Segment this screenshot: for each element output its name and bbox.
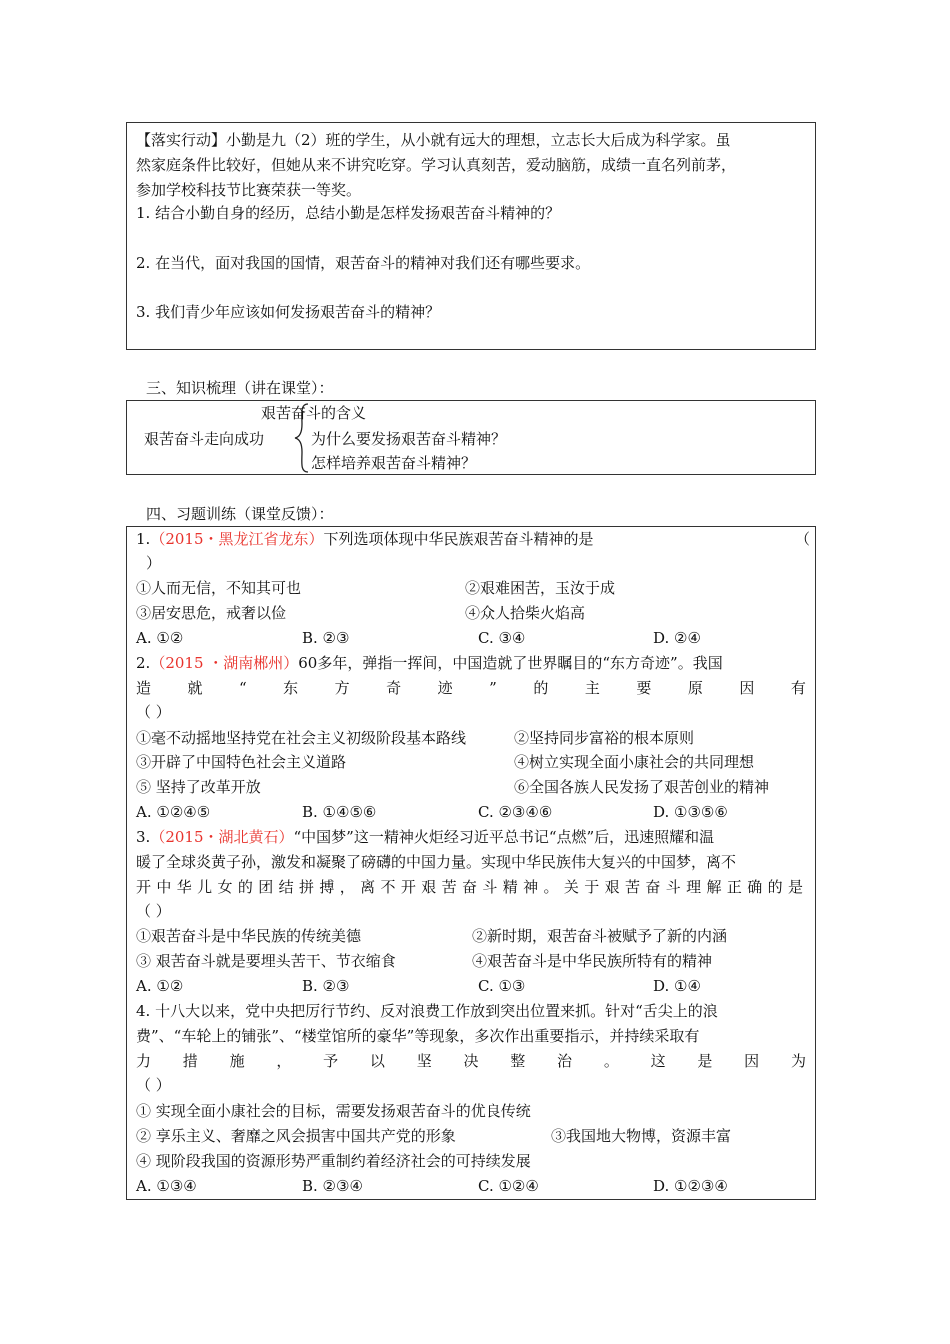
- q1-option-4: ④众人拾柴火焰高: [465, 604, 586, 622]
- q1-choice-b: B. ②③: [302, 629, 350, 647]
- q3-stem-text: “中国梦”这一精神火炬经习近平总书记“点燃”后，迅速照耀和温: [293, 828, 715, 846]
- q1-option-2: ②艰难困苦，玉汝于成: [465, 579, 616, 597]
- q1-stem: [136, 529, 594, 549]
- q2-word: 因: [739, 679, 755, 697]
- q3-paren: （ ）: [136, 902, 171, 920]
- q4-word: ，: [276, 1052, 292, 1070]
- q2-option-1: ①毫不动摇地坚持党在社会主义初级阶段基本路线: [136, 729, 467, 747]
- q1-option-1: ①人而无信，不知其可也: [136, 579, 302, 597]
- q1-stem-text: 下列选项体现中华民族艰苦奋斗精神的是: [323, 530, 594, 548]
- q1-number: 1.: [136, 530, 151, 548]
- q2-number: 2.: [136, 654, 151, 672]
- q2-option-3: ③开辟了中国特色社会主义道路: [136, 753, 347, 771]
- q4-option-3: ③我国地大物博，资源丰富: [551, 1127, 732, 1145]
- q3-stem-3: 开中华儿女的团结拼搏，离不开艰苦奋斗精神。关于艰苦奋斗理解正确的是: [136, 878, 806, 896]
- q3-choice-d: D. ①④: [653, 977, 701, 995]
- knowledge-branch-3: 怎样培养艰苦奋斗精神？: [311, 454, 477, 472]
- q2-option-6: ⑥全国各族人民发扬了艰苦创业的精神: [514, 778, 770, 796]
- q4-option-4: ④ 现阶段我国的资源形势严重制约着经济社会的可持续发展: [136, 1152, 531, 1170]
- q2-choice-a: A. ①②④⑤: [136, 803, 211, 821]
- q2-stem-text: 60多年，弹指一挥间，中国造就了世界瞩目的“东方奇迹”。我国: [298, 654, 723, 672]
- action-intro-line-3: 参加学校科技节比赛荣获一等奖。: [136, 181, 362, 199]
- q4-word: 施: [229, 1052, 245, 1070]
- q2-word: 原: [687, 679, 703, 697]
- q4-word: 整: [510, 1052, 526, 1070]
- q4-word: 。: [603, 1052, 619, 1070]
- q2-word: 造: [136, 679, 152, 697]
- knowledge-branch-2: 为什么要发扬艰苦奋斗精神？: [311, 430, 507, 448]
- q2-word: 的: [533, 679, 549, 697]
- action-question-2: 2. 在当代，面对我国的国情，艰苦奋斗的精神对我们还有哪些要求。: [136, 254, 591, 272]
- q4-option-1: ① 实现全面小康社会的目标，需要发扬艰苦奋斗的优良传统: [136, 1102, 531, 1120]
- action-intro-line-1: 【落实行动】小勤是九（2）班的学生，从小就有远大的理想，立志长大后成为科学家。虽: [136, 131, 731, 149]
- q2-option-2: ②坚持同步富裕的根本原则: [514, 729, 695, 747]
- q2-choice-d: D. ①③⑤⑥: [653, 803, 728, 821]
- q3-option-1: ①艰苦奋斗是中华民族的传统美德: [136, 927, 362, 945]
- q4-choice-c: C. ①②④: [478, 1177, 539, 1195]
- q4-paren: （ ）: [136, 1076, 171, 1094]
- q3-option-3: ③ 艰苦奋斗就是要埋头苦干、节衣缩食: [136, 952, 396, 970]
- section3-heading: 三、知识梳理（讲在课堂）：: [146, 379, 334, 397]
- q3-number: 3.: [136, 828, 151, 846]
- q3-stem-1: [136, 827, 714, 847]
- q4-word: 以: [369, 1052, 385, 1070]
- section4-heading: 四、习题训练（课堂反馈）：: [146, 505, 334, 523]
- q2-source: （2015 ・湖南郴州）: [150, 654, 299, 672]
- q2-option-5: ⑤ 坚持了改革开放: [136, 778, 261, 796]
- q3-stem-2: 暖了全球炎黄子孙，激发和凝聚了磅礴的中国力量。实现中华民族伟大复兴的中国梦，离不: [136, 853, 737, 871]
- q2-word: 要: [636, 679, 652, 697]
- q3-option-4: ④艰苦奋斗是中华民族所特有的精神: [472, 952, 713, 970]
- q2-word: 就: [187, 679, 203, 697]
- q4-word: 措: [182, 1052, 198, 1070]
- q4-word: 是: [697, 1052, 713, 1070]
- q1-choice-a: A. ①②: [136, 629, 184, 647]
- q3-choice-b: B. ②③: [302, 977, 350, 995]
- q2-paren: （ ）: [136, 703, 171, 721]
- q2-stem-1: [136, 653, 723, 673]
- action-intro-line-2: 然家庭条件比较好，但她从来不讲究吃穿。学习认真刻苦，爱动脑筋，成绩一直名列前茅，: [136, 156, 737, 174]
- q3-choice-a: A. ①②: [136, 977, 184, 995]
- q4-choice-d: D. ①②③④: [653, 1177, 728, 1195]
- q4-word: 力: [136, 1052, 152, 1070]
- q2-word: 奇: [386, 679, 402, 697]
- q2-stem-2: [136, 678, 806, 698]
- q2-word: 有: [790, 679, 806, 697]
- q2-choice-b: B. ①④⑤⑥: [302, 803, 377, 821]
- q3-option-2: ②新时期，艰苦奋斗被赋予了新的内涵: [472, 927, 728, 945]
- q2-option-4: ④树立实现全面小康社会的共同理想: [514, 753, 755, 771]
- q1-source: （2015・黑龙江省龙东）: [150, 530, 324, 548]
- q1-option-3: ③居安思危，戒奢以俭: [136, 604, 287, 622]
- q4-word: 为: [790, 1052, 806, 1070]
- q2-word: 东: [283, 679, 299, 697]
- action-question-1: 1. 结合小勤自身的经历，总结小勤是怎样发扬艰苦奋斗精神的？: [136, 204, 561, 222]
- q4-stem-2: 费”、“车轮上的铺张”、“楼堂馆所的豪华”等现象，多次作出重要指示，并持续采取有: [136, 1027, 700, 1045]
- q4-word: 坚: [416, 1052, 432, 1070]
- q1-choice-d: D. ②④: [653, 629, 701, 647]
- q1-paren-close: ）: [146, 554, 162, 572]
- q2-choice-c: C. ②③④⑥: [478, 803, 553, 821]
- q2-word: 方: [334, 679, 350, 697]
- q2-word: “: [239, 679, 247, 697]
- q1-paren-open: （: [795, 530, 811, 548]
- q2-word: ”: [489, 679, 497, 697]
- knowledge-root: 艰苦奋斗走向成功: [144, 430, 265, 448]
- q4-word: 这: [650, 1052, 666, 1070]
- q4-word: 决: [463, 1052, 479, 1070]
- q4-word: 治: [557, 1052, 573, 1070]
- q3-source: （2015・湖北黄石）: [150, 828, 294, 846]
- q4-choice-b: B. ②③④: [302, 1177, 363, 1195]
- q4-stem-1: 4. 十八大以来，党中央把厉行节约、反对浪费工作放到突出位置来抓。针对“舌尖上的浪: [136, 1002, 718, 1020]
- q4-choice-a: A. ①③④: [136, 1177, 197, 1195]
- q1-choice-c: C. ③④: [478, 629, 526, 647]
- q4-word: 予: [323, 1052, 339, 1070]
- q4-word: 因: [744, 1052, 760, 1070]
- q4-stem-3: [136, 1051, 806, 1071]
- q2-word: 主: [584, 679, 600, 697]
- q2-word: 迹: [437, 679, 453, 697]
- q3-choice-c: C. ①③: [478, 977, 526, 995]
- action-question-3: 3. 我们青少年应该如何发扬艰苦奋斗的精神？: [136, 303, 441, 321]
- knowledge-branch-1: 艰苦奋斗的含义: [261, 404, 367, 422]
- q4-option-2: ② 享乐主义、奢靡之风会损害中国共产党的形象: [136, 1127, 456, 1145]
